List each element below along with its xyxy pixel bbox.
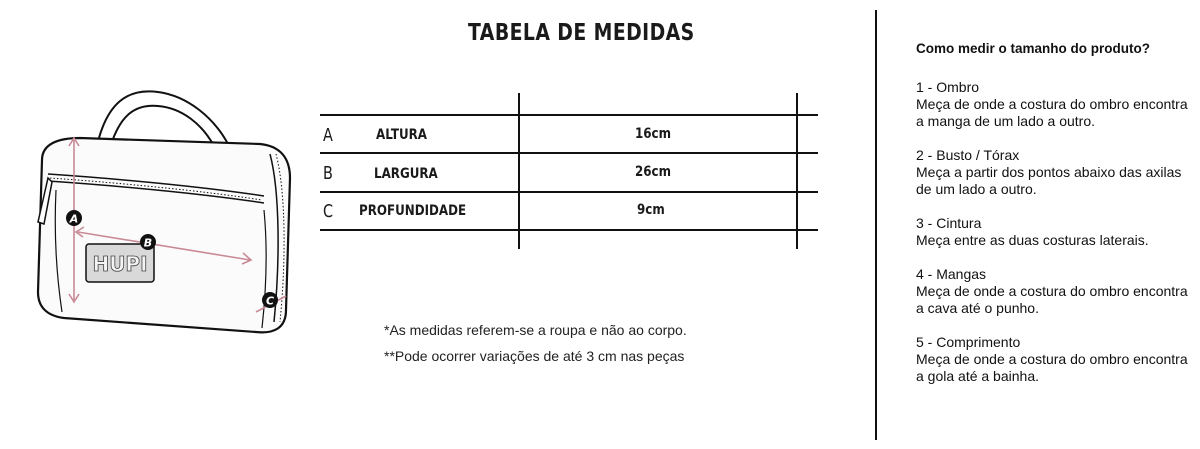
guide-item-title: 5 - Comprimento [916, 334, 1021, 350]
brand-patch-label: HUPI [92, 252, 148, 276]
svg-text:B: B [143, 236, 153, 250]
row-c-value: 9cm [637, 202, 665, 218]
guide-item-busto [916, 147, 1188, 198]
marker-b [140, 234, 156, 250]
guide-heading: Como medir o tamanho do produto? [916, 41, 1150, 56]
marker-c [262, 292, 278, 308]
guide-item-text: Meça de onde a costura do ombro encontra a gola até a bainha. [916, 351, 1188, 384]
vertical-divider [875, 10, 877, 440]
bag-body [38, 138, 290, 332]
guide-item-text: Meça a partir dos pontos abaixo das axilas de um lado a outro. [916, 164, 1182, 197]
row-c-label: PROFUNDIDADE [359, 203, 467, 219]
row-a-value: 16cm [635, 126, 672, 142]
row-b-letter: B [323, 163, 333, 184]
guide-item-text: Meça de onde a costura do ombro encontra a cava até o punho. [916, 283, 1188, 316]
guide-item-text: Meça de onde a costura do ombro encontra a manga de um lado a outro. [916, 96, 1188, 129]
marker-a [66, 210, 82, 226]
note-measurements: *As medidas referem-se a roupa e não ao corpo. [384, 322, 687, 338]
row-b-value: 26cm [635, 164, 672, 180]
guide-item-title: 2 - Busto / Tórax [916, 147, 1020, 163]
guide-item-title: 4 - Mangas [916, 266, 987, 282]
row-c-letter: C [323, 201, 334, 222]
guide-item-title: 1 - Ombro [916, 79, 980, 95]
guide-item-mangas [916, 266, 1188, 317]
svg-text:C: C [265, 294, 275, 308]
guide-item-text: Meça entre as duas costuras laterais. [916, 232, 1149, 248]
guide-item-cintura [916, 215, 1188, 249]
page-title: TABELA DE MEDIDAS [468, 20, 695, 46]
row-a-label: ALTURA [376, 127, 427, 143]
row-b-label: LARGURA [374, 166, 438, 182]
measuring-guide [916, 41, 1188, 402]
note-variation: **Pode ocorrer variações de até 3 cm nas peças [384, 348, 685, 364]
row-a-letter: A [323, 125, 333, 146]
svg-text:A: A [69, 212, 79, 226]
bag-illustration [18, 82, 300, 350]
guide-item-title: 3 - Cintura [916, 215, 982, 231]
guide-item-ombro [916, 79, 1188, 130]
guide-item-comprimento [916, 334, 1188, 385]
